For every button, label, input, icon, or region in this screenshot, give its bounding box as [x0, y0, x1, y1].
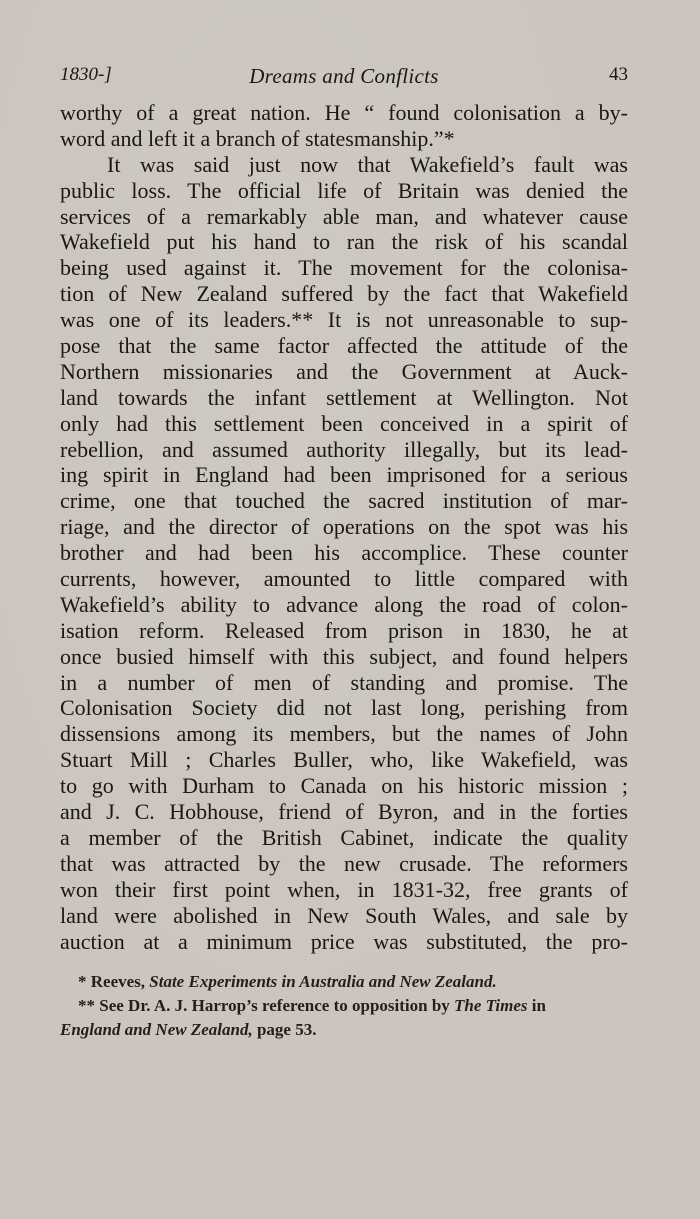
paragraph-first-line: It was said just now that Wakefield’s fault was [107, 151, 628, 177]
footnotes [60, 970, 628, 1042]
running-head-year: 1830-] [60, 64, 112, 85]
text-line: land were abolished in New South Wales, and sale by [60, 902, 628, 928]
text-line: pose that the same factor affected the attitude of the [60, 333, 628, 359]
text-line: in a number of men of standing and promise. The [60, 669, 628, 695]
text-line: Stuart Mill ; Charles Buller, who, like Wakefield, was [60, 747, 628, 773]
footnote-2-connector: in [527, 996, 546, 1015]
footnote-2-page: page 53. [252, 1020, 317, 1039]
text-line: worthy of a great nation. He “ found colonisation a by- [60, 100, 628, 125]
running-head-title: Dreams and Conflicts [249, 64, 439, 88]
text-line: crime, one that touched the sacred institution of mar- [60, 488, 628, 514]
text-line: isation reform. Released from prison in 1830, he at [60, 617, 628, 643]
text-line: Wakefield’s ability to advance along the road of colon- [60, 591, 628, 617]
text-line: being used against it. The movement for the colonisa- [60, 255, 628, 281]
text-line: Colonisation Society did not last long, perishing from [60, 695, 628, 721]
footnote-2-continued [60, 1018, 628, 1042]
text-line: to go with Durham to Canada on his historic mission ; [60, 773, 628, 799]
text-line: only had this settlement been conceived in a spirit of [60, 410, 628, 436]
text-line: and J. C. Hobhouse, friend of Byron, and in the forties [60, 799, 628, 825]
text-line: services of a remarkably able man, and whatever cause [60, 203, 628, 229]
page-number: 43 [609, 64, 628, 85]
footnote-2-newspaper: The Times [454, 996, 528, 1015]
text-line: tion of New Zealand suffered by the fact that Wakefield [60, 281, 628, 307]
text-line: ing spirit in England had been imprisoned for a serious [60, 462, 628, 488]
text-line: riage, and the director of operations on the spot was his [60, 514, 628, 540]
text-line: Northern missionaries and the Government at Auck- [60, 358, 628, 384]
text-line: auction at a minimum price was substituted, the pro- [60, 928, 628, 954]
footnote-2-text: ** See Dr. A. J. Harrop’s reference to opposition by [78, 996, 455, 1015]
text-line: rebellion, and assumed authority illegally, but its lead- [60, 436, 628, 462]
text-line: dissensions among its members, but the names of John [60, 721, 628, 747]
body-text [60, 100, 628, 954]
text-line: won their first point when, in 1831-32, free grants of [60, 876, 628, 902]
text-line: Wakefield put his hand to ran the risk of his scandal [60, 229, 628, 255]
footnote-1-text: * Reeves, [78, 972, 150, 991]
text-line: currents, however, amounted to little compared with [60, 566, 628, 592]
footnote-2-book-title: England and New Zealand, [60, 1020, 253, 1039]
text-line: public loss. The official life of Britain was denied the [60, 177, 628, 203]
text-line: word and left it a branch of statesmanship.”* [60, 125, 455, 151]
text-line: land towards the infant settlement at Wellington. Not [60, 384, 628, 410]
text-line: a member of the British Cabinet, indicate the quality [60, 824, 628, 850]
text-line: brother and had been his accomplice. These counter [60, 540, 628, 566]
text-line: was one of its leaders.** It is not unreasonable to sup- [60, 307, 628, 333]
footnote-2 [60, 994, 628, 1018]
text-line: that was attracted by the new crusade. The reformers [60, 850, 628, 876]
running-head [60, 64, 628, 88]
footnote-1-title: State Experiments in Australia and New Zealand. [149, 972, 497, 991]
text-line: once busied himself with this subject, and found helpers [60, 643, 628, 669]
footnote-1 [60, 970, 628, 994]
